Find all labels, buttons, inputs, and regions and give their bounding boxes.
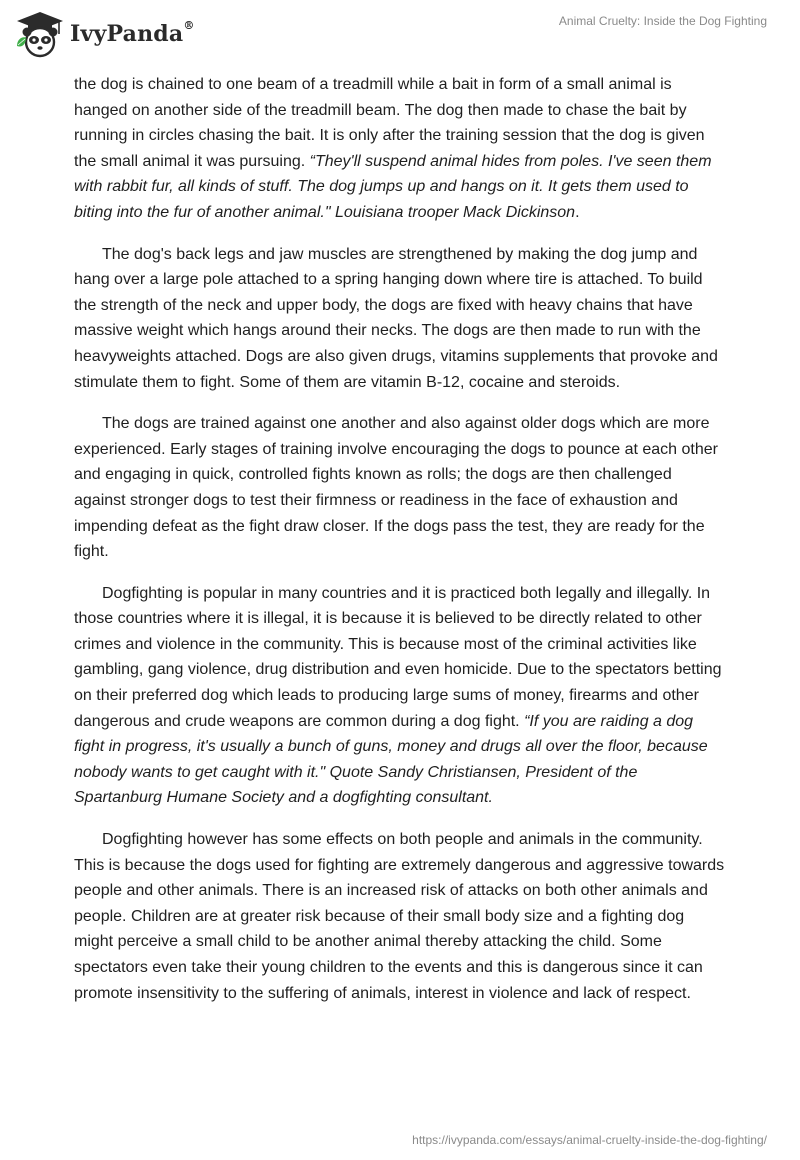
paragraph: The dogs are trained against one another and also against older dogs which are more experienced. Early stages of training involve encouraging the dogs to pounce at each other and engaging in quick, controlled fights known as rolls; the dogs are then challenged against stronger dogs to test their firmness or readiness in the face of exhaustion and impending defeat as the fight draw closer. If the dogs pass the test, they are ready for the fight. <box>74 415 718 561</box>
quote: “If you are raiding a dog fight in progress, it's usually a bunch of guns, money and drugs all over the floor, because nobody wants to get caught with it." Quote Sandy Christiansen, President of the Spartanburg Humane Society and a dogfighting consultant. <box>74 712 708 807</box>
document-title: Animal Cruelty: Inside the Dog Fighting <box>558 14 767 28</box>
quote: “They'll suspend animal hides from poles. I've seen them with rabbit fur, all kinds of stuff. The dog jumps up and hangs on it. It gets them used to biting into the fur of another animal." Louisiana trooper Mack Dickinson <box>74 152 712 221</box>
logo-text: IvyPanda® <box>70 19 195 47</box>
paragraph: the dog is chained to one beam of a treadmill while a bait in form of a small animal is hanged on another side of the treadmill beam. The dog then made to chase the bait by running in circles chasing the bait. It is only after the training session that the dog is given the small animal it was pursuing. “They'll suspend animal hides from poles. I've seen them with rabbit fur, all kinds of stuff. The dog jumps up and hangs on it. It gets them used to biting into the fur of another animal." Louisiana trooper Mack Dickinson. <box>74 76 712 221</box>
essay-body <box>74 72 726 1022</box>
page-header <box>0 0 800 70</box>
source-url[interactable]: https://ivypanda.com/essays/animal-cruelty-inside-the-dog-fighting/ <box>412 1133 767 1147</box>
paragraph: Dogfighting however has some effects on both people and animals in the community. This is because the dogs used for fighting are extremely dangerous and aggressive towards people and other animals. There is an increased risk of attacks on both other animals and people. Children are at greater risk because of their small body size and a fighting dog might perceive a small child to be another animal thereby attacking the child. Some spectators even take their young children to the events and this is dangerous since it can promote insensitivity to the suffering of animals, interest in violence and lack of respect. <box>74 831 725 1002</box>
panda-graduate-icon <box>14 8 66 60</box>
paragraph: The dog's back legs and jaw muscles are strengthened by making the dog jump and hang over a large pole attached to a spring hanging down where tire is attached. To build the strength of the neck and upper body, the dogs are fixed with heavy chains that have massive weight which hangs around their necks. The dogs are then made to run with the heavyweights attached. Dogs are also given drugs, vitamins supplements that provoke and stimulate them to fight. Some of them are vitamin B-12, cocaine and steroids. <box>74 245 718 391</box>
paragraph: Dogfighting is popular in many countries and it is practiced both legally and illegally. In those countries where it is illegal, it is because it is believed to be directly related to other crimes and violence in the community. This is because most of the criminal activities like gambling, gang violence, drug distribution and even homicide. Due to the spectators betting on their preferred dog which leads to producing large sums of money, firearms and other dangerous and crude weapons are common during a dog fight. “If you are raiding a dog fight in progress, it's usually a bunch of guns, money and drugs all over the floor, because nobody wants to get caught with it." Quote Sandy Christiansen, President of the Spartanburg Humane Society and a dogfighting consultant. <box>74 584 722 807</box>
ivypanda-logo[interactable] <box>14 8 195 60</box>
